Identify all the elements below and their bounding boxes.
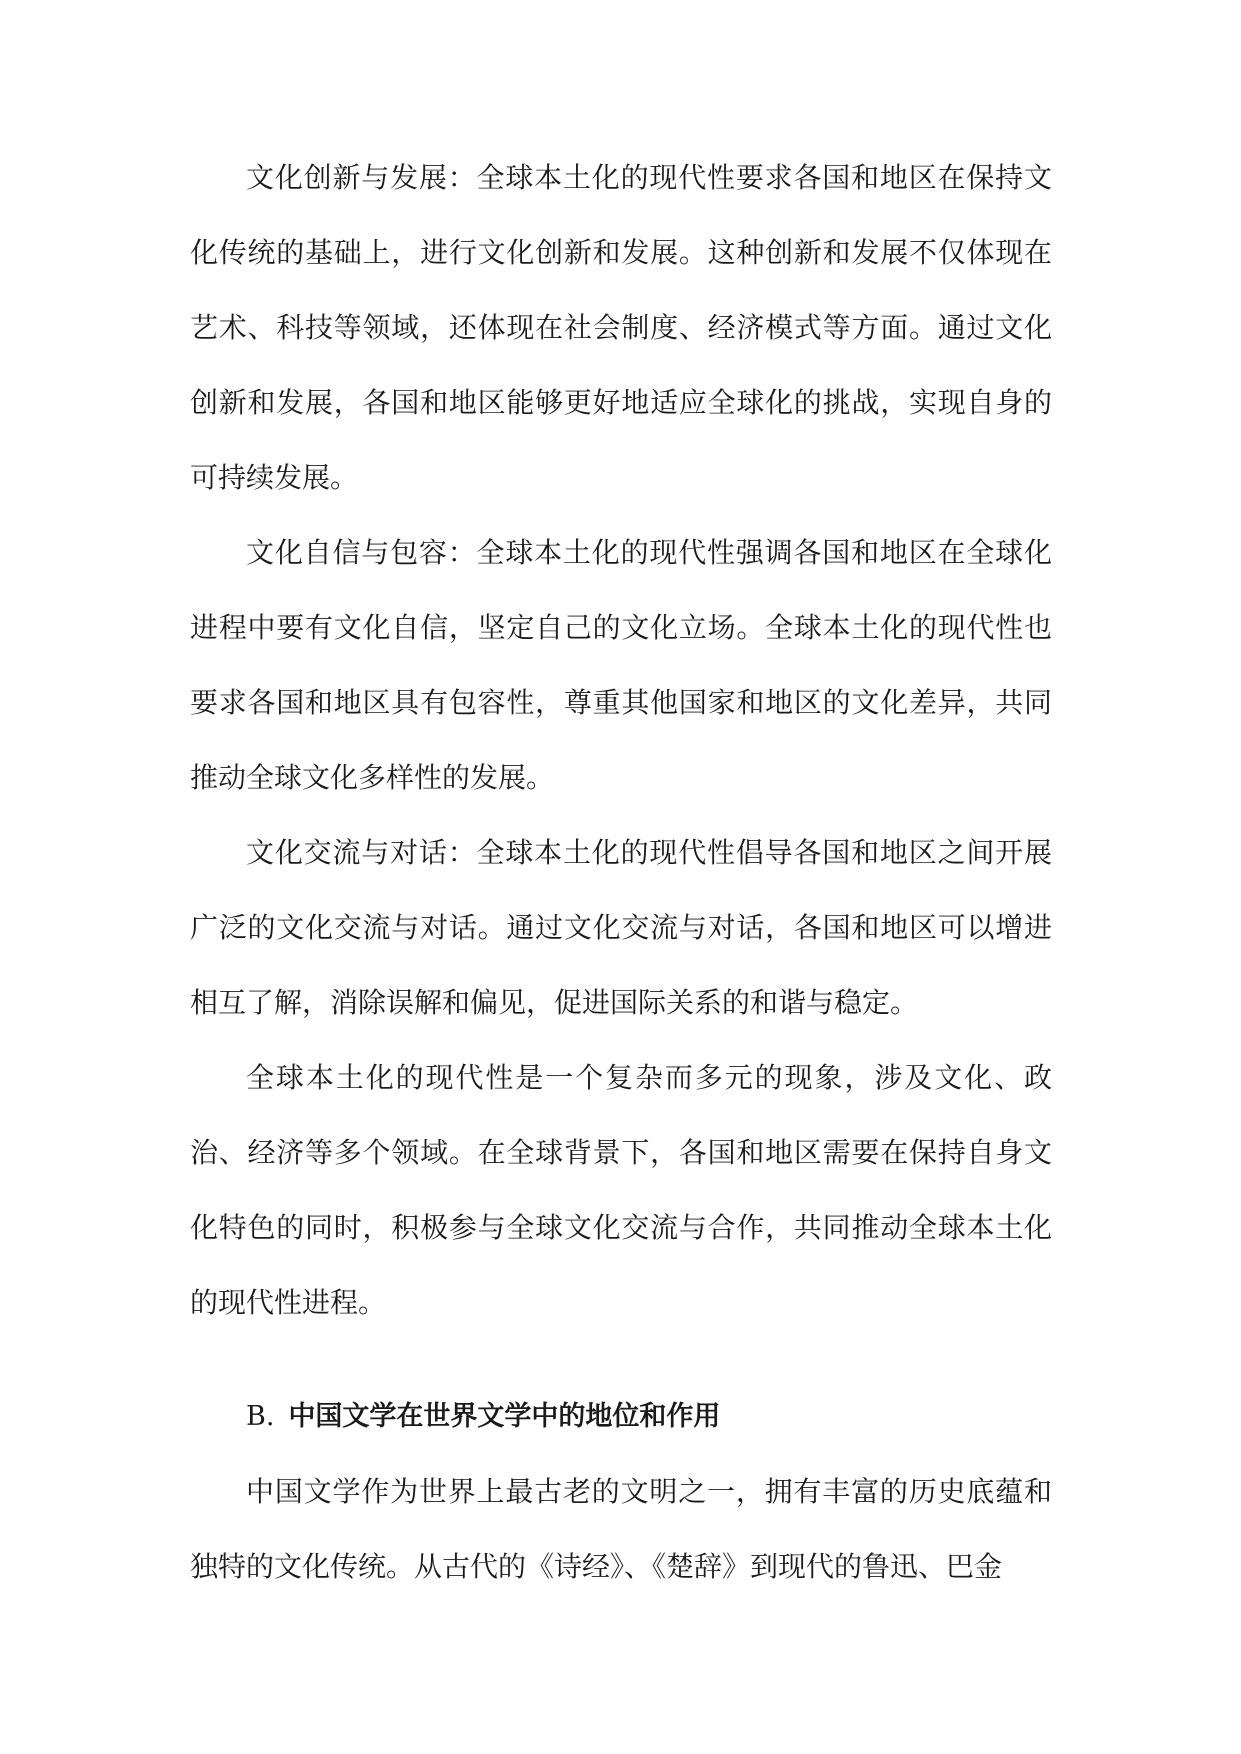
document-page <box>190 140 1052 1604</box>
paragraph-cultural-innovation: 文化创新与发展：全球本土化的现代性要求各国和地区在保持文化传统的基础上，进行文化创新和发展。这种创新和发展不仅体现在艺术、科技等领域，还体现在社会制度、经济模式等方面。通过文化创新和发展，各国和地区能够更好地适应全球化的挑战，实现自身的可持续发展。 <box>190 161 1052 494</box>
section-heading <box>190 1379 1052 1454</box>
paragraph-chinese-literature-intro: 中国文学作为世界上最古老的文明之一，拥有丰富的历史底蕴和独特的文化传统。从古代的《诗经》、《楚辞》到现代的鲁迅、巴金 <box>190 1475 1052 1583</box>
paragraph-cultural-exchange: 文化交流与对话：全球本土化的现代性倡导各国和地区之间开展广泛的文化交流与对话。通过文化交流与对话，各国和地区可以增进相互了解，消除误解和偏见，促进国际关系的和谐与稳定。 <box>190 836 1052 1019</box>
paragraph-glocal-modernity-summary: 全球本土化的现代性是一个复杂而多元的现象，涉及文化、政治、经济等多个领域。在全球背景下，各国和地区需要在保持自身文化特色的同时，积极参与全球文化交流与合作，共同推动全球本土化的现代性进程。 <box>190 1061 1052 1319</box>
section-title: 中国文学在世界文学中的地位和作用 <box>288 1401 721 1432</box>
section-number: B. <box>246 1401 275 1432</box>
paragraph-cultural-confidence: 文化自信与包容：全球本土化的现代性强调各国和地区在全球化进程中要有文化自信，坚定自己的文化立场。全球本土化的现代性也要求各国和地区具有包容性，尊重其他国家和地区的文化差异，共同推动全球文化多样性的发展。 <box>190 536 1052 794</box>
